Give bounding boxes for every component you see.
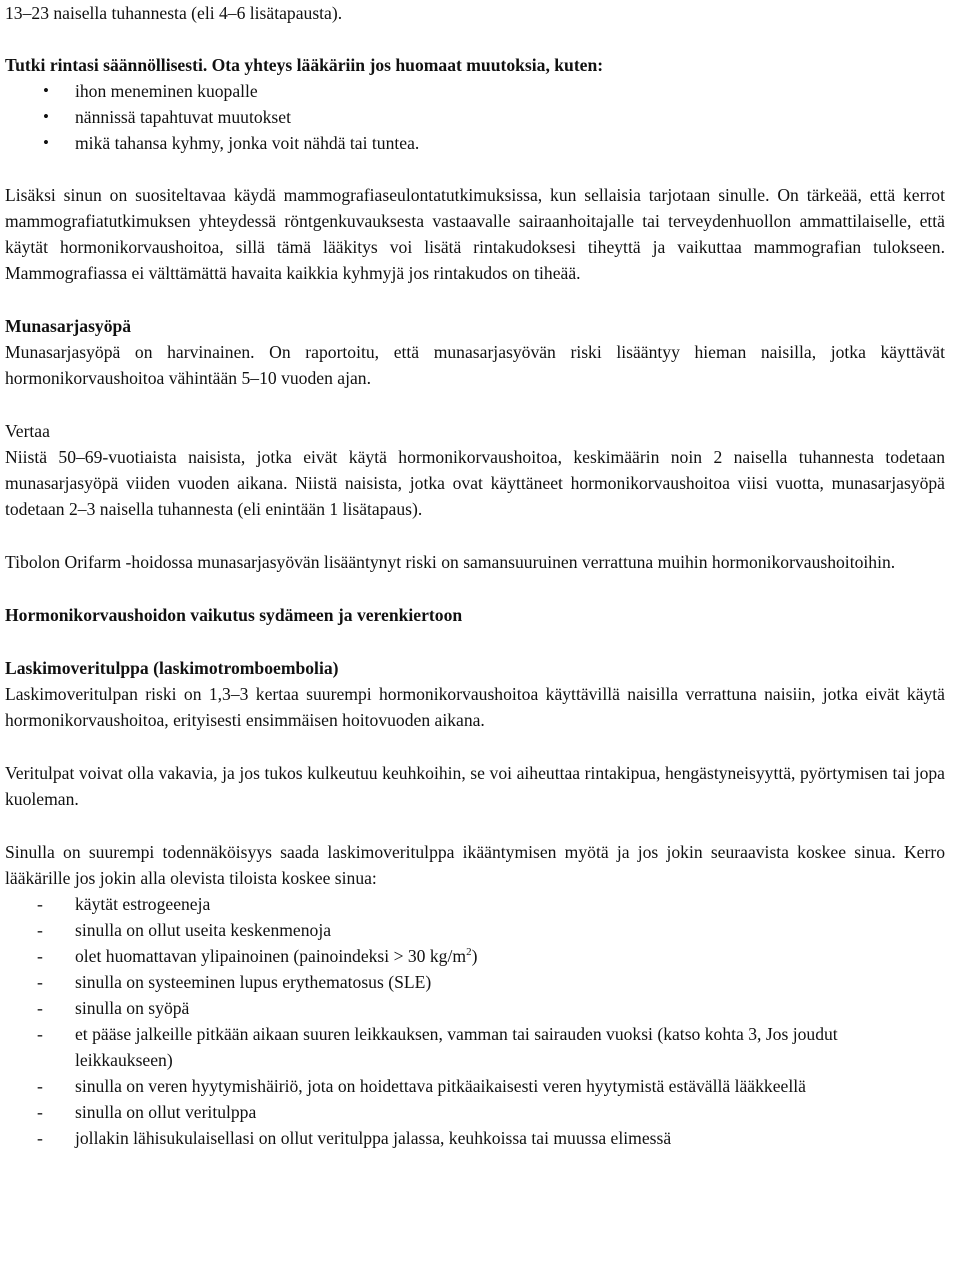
tibolon-paragraph: Tibolon Orifarm -hoidossa munasarjasyövän lisääntynyt riski on samansuuruinen verrattuna muihin hormonikorvaushoitoihin. (5, 552, 896, 572)
list-item (37, 1073, 945, 1099)
dash-marker: - (37, 920, 43, 940)
list-item: • nännissä tapahtuvat muutokset (75, 104, 945, 130)
dash-marker: - (37, 972, 43, 992)
intro-line: 13–23 naisella tuhannesta (eli 4–6 lisätapausta). (5, 3, 343, 23)
bmi-superscript: 2 (466, 946, 472, 958)
list-item (37, 917, 945, 943)
vte-paragraph-1: Laskimoveritulpan riski on 1,3–3 kertaa suurempi hormonikorvaushoitoa käyttävillä naisilla verrattuna naisiin, jotka eivät käytä hormonikorvaushoitoa, erityisesti ensimmäisen hoitovuoden aikana. (5, 684, 945, 730)
list-item (37, 943, 945, 969)
risk-factor-list (5, 891, 945, 1151)
risk-text: sinulla on veren hyytymishäiriö, jota on hoidettava pitkäaikaisesti veren hyytymistä estävällä lääkkeellä (75, 1076, 806, 1096)
risk-text: olet huomattavan ylipainoinen (painoindeksi > 30 kg/m (75, 946, 467, 966)
list-item: • ihon meneminen kuopalle (75, 78, 945, 104)
dash-marker: - (37, 1128, 43, 1148)
risk-text: käytät estrogeeneja (75, 894, 211, 914)
compare-heading: Vertaa (5, 421, 50, 441)
heart-heading: Hormonikorvaushoidon vaikutus sydämeen ja verenkiertoon (5, 605, 463, 625)
dash-marker: - (37, 1102, 43, 1122)
vte-paragraph-2: Veritulpat voivat olla vakavia, ja jos tukos kulkeutuu keuhkoihin, se voi aiheuttaa rintakipua, hengästyneisyyttä, pyörtymisen tai jopa kuoleman. (5, 763, 945, 809)
vte-heading: Laskimoveritulppa (laskimotromboembolia) (5, 658, 339, 678)
vte-paragraph-3: Sinulla on suurempi todennäköisyys saada laskimoveritulppa ikääntymisen myötä ja jos jokin seuraavista koskee sinua. Kerro lääkärille jos jokin alla olevista tiloista koskee sinua: (5, 842, 945, 888)
list-item (37, 995, 945, 1021)
mammography-paragraph: Lisäksi sinun on suositeltavaa käydä mammografiaseulontatutkimuksissa, kun sellaisia tarjotaan sinulle. On tärkeää, että kerrot mammografiatutkimuksen yhteydessä röntgenkuvauksesta vastaavalle sairaanhoitajalle tai terveydenhuollon ammattilaiselle, että käytät hormonikorvaushoitoa, sillä tämä lääkitys voi lisätä rintakudoksesi tiheyttä ja vaikuttaa mammografian tulokseen. Mammografiassa ei välttämättä havaita kaikkia kyhmyjä jos rintakudos on tiheää. (5, 185, 945, 283)
bmi-suffix: ) (471, 946, 478, 966)
dash-marker: - (37, 1076, 43, 1096)
dash-marker: - (37, 946, 43, 966)
risk-text: sinulla on ollut useita keskenmenoja (75, 920, 332, 940)
list-item (37, 1021, 945, 1073)
risk-text: sinulla on syöpä (75, 998, 190, 1018)
breast-check-list (5, 78, 945, 156)
dash-marker: - (37, 1024, 43, 1044)
breast-check-heading: Tutki rintasi säännöllisesti. Ota yhteys lääkäriin jos huomaat muutoksia, kuten: (5, 55, 604, 75)
compare-paragraph: Niistä 50–69-vuotiaista naisista, jotka eivät käytä hormonikorvaushoitoa, keskimäärin noin 2 naisella tuhannesta todetaan munasarjasyöpä viiden vuoden aikana. Niistä naisista, jotka ovat käyttäneet hormonikorvaushoitoa viisi vuotta, munasarjasyöpä todetaan 2–3 naisella tuhannesta (eli enintään 1 lisätapaus). (5, 447, 945, 519)
risk-text: jollakin lähisukulaisellasi on ollut veritulppa jalassa, keuhkoissa tai muussa elimessä (75, 1128, 672, 1148)
risk-text: sinulla on systeeminen lupus erythematosus (SLE) (75, 972, 432, 992)
list-item (37, 1125, 945, 1151)
list-item (37, 1099, 945, 1125)
risk-text: et pääse jalkeille pitkään aikaan suuren leikkauksen, vamman tai sairauden vuoksi (katso kohta 3, Jos joudut leikkaukseen) (75, 1024, 838, 1070)
dash-marker: - (37, 998, 43, 1018)
list-item (37, 891, 945, 917)
risk-text: sinulla on ollut veritulppa (75, 1102, 257, 1122)
list-item: • mikä tahansa kyhmy, jonka voit nähdä tai tuntea. (75, 130, 945, 156)
ovarian-paragraph: Munasarjasyöpä on harvinainen. On raportoitu, että munasarjasyövän riski lisääntyy hieman naisilla, jotka käyttävät hormonikorvaushoitoa vähintään 5–10 vuoden ajan. (5, 342, 945, 388)
list-item (37, 969, 945, 995)
ovarian-heading: Munasarjasyöpä (5, 316, 132, 336)
dash-marker: - (37, 894, 43, 914)
